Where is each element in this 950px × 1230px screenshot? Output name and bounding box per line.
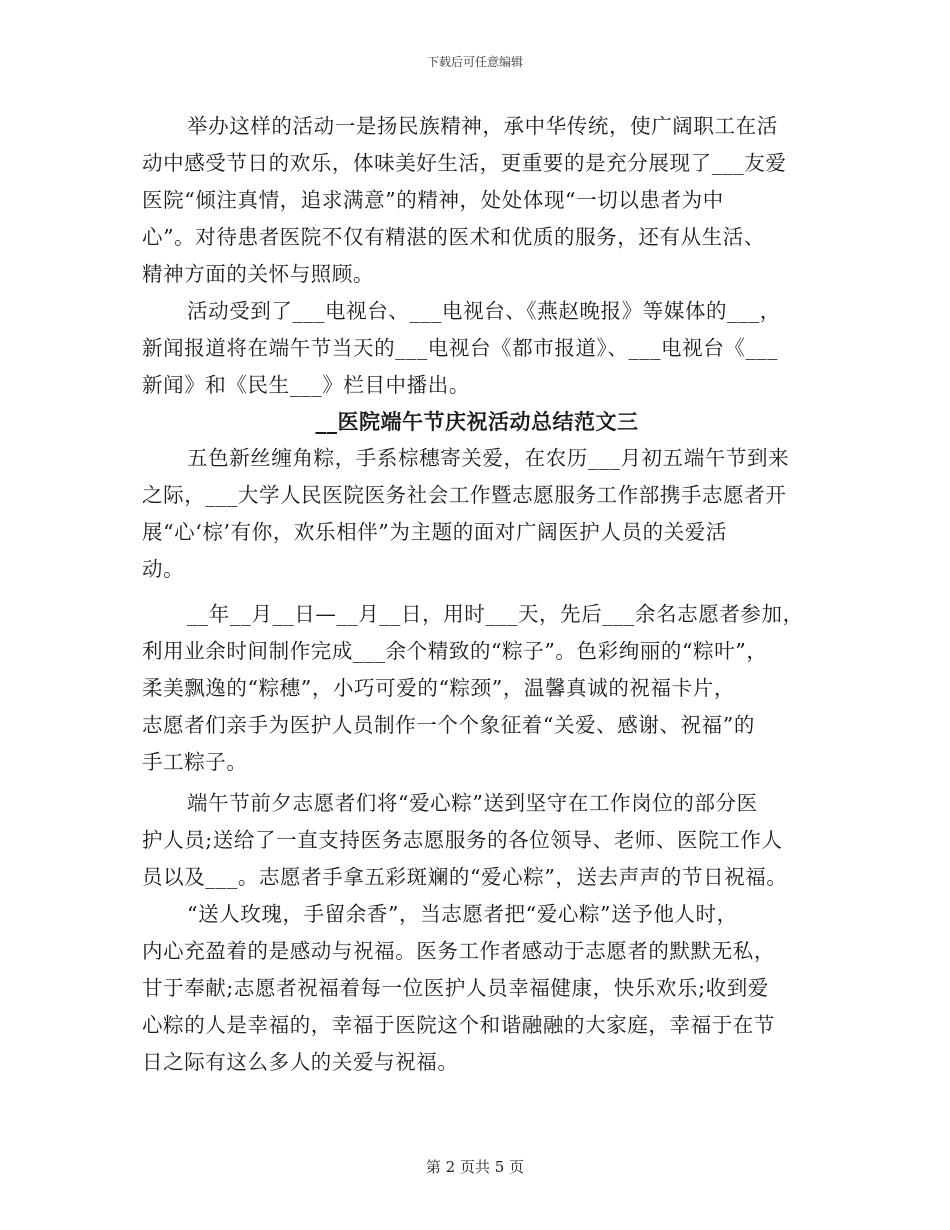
paragraph-line: 举办这样的活动一是扬民族精神，承中华传统，使广阔职工在活 xyxy=(187,114,778,138)
paragraph-line: 心粽的人是幸福的，幸福于医院这个和谐融融的大家庭，幸福于在节 xyxy=(142,1013,775,1037)
paragraph-line: 护人员;送给了一直支持医务志愿服务的各位领导、老师、医院工作人 xyxy=(142,828,783,852)
document-body xyxy=(142,108,832,1081)
paragraph-line: 柔美飘逸的“粽穗”，小巧可爱的“粽颈”，温馨真诚的祝福卡片， xyxy=(142,676,735,700)
paragraph-line: 动。 xyxy=(142,557,185,581)
paragraph-line: __年__月__日—__月__日，用时___天，先后___余名志愿者参加， xyxy=(187,602,804,626)
section-title: __医院端午节庆祝活动总结范文三 xyxy=(315,410,639,434)
paragraph-line: 精神方面的关怀与照顾。 xyxy=(142,262,375,286)
paragraph-line: 医院“倾注真情，追求满意”的精神，处处体现“一切以患者为中 xyxy=(142,188,724,212)
paragraph-line: 手工粽子。 xyxy=(142,750,248,774)
paragraph-line: 动中感受节日的欢乐，体味美好生活，更重要的是充分展现了___友爱 xyxy=(142,151,787,175)
paragraph-line: 端午节前夕志愿者们将“爱心粽”送到坚守在工作岗位的部分医 xyxy=(187,791,758,815)
paragraph-line: 志愿者们亲手为医护人员制作一个个象征着“关爱、感谢、祝福”的 xyxy=(142,713,755,737)
page-header: 下载后可任意编辑 xyxy=(426,55,523,69)
paragraph-line: 展“心‘棕’有你，欢乐相伴”为主题的面对广阔医护人员的关爱活 xyxy=(142,520,727,544)
paragraph-spacer xyxy=(142,588,832,596)
paragraph-line: 甘于奉献;志愿者祝福着每一位医护人员幸福健康，快乐欢乐;收到爱 xyxy=(142,976,769,1000)
paragraph-line: 利用业余时间制作完成___余个精致的“粽子”。色彩绚丽的“粽叶”， xyxy=(142,639,768,663)
paragraph-line: 五色新丝缠角粽，手系棕穗寄关爱，在农历___月初五端午节到来 xyxy=(187,446,790,470)
page-footer: 第 2 页共 5 页 xyxy=(425,1158,525,1176)
paragraph-line: 内心充盈着的是感动与祝福。医务工作者感动于志愿者的默默无私， xyxy=(142,939,775,963)
paragraph-line: 日之际有这么多人的关爱与祝福。 xyxy=(142,1050,459,1074)
paragraph-line: 心”。对待患者医院不仅有精湛的医术和优质的服务，还有从生活、 xyxy=(142,225,765,249)
paragraph-line: 活动受到了___电视台、___电视台、《燕赵晚报》等媒体的___， xyxy=(187,299,781,323)
paragraph-line: 新闻》和《民生___》栏目中播出。 xyxy=(142,373,470,397)
paragraph-line: 之际，___大学人民医院医务社会工作暨志愿服务工作部携手志愿者开 xyxy=(142,483,787,507)
paragraph-line: 员以及___。志愿者手拿五彩斑斓的“爱心粽”，送去声声的节日祝福。 xyxy=(142,865,788,889)
paragraph-line: “送人玫瑰，手留余香”，当志愿者把“爱心粽”送予他人时， xyxy=(187,902,738,926)
paragraph-line: 新闻报道将在端午节当天的___电视台《都市报道》、___电视台《___ xyxy=(142,336,778,360)
